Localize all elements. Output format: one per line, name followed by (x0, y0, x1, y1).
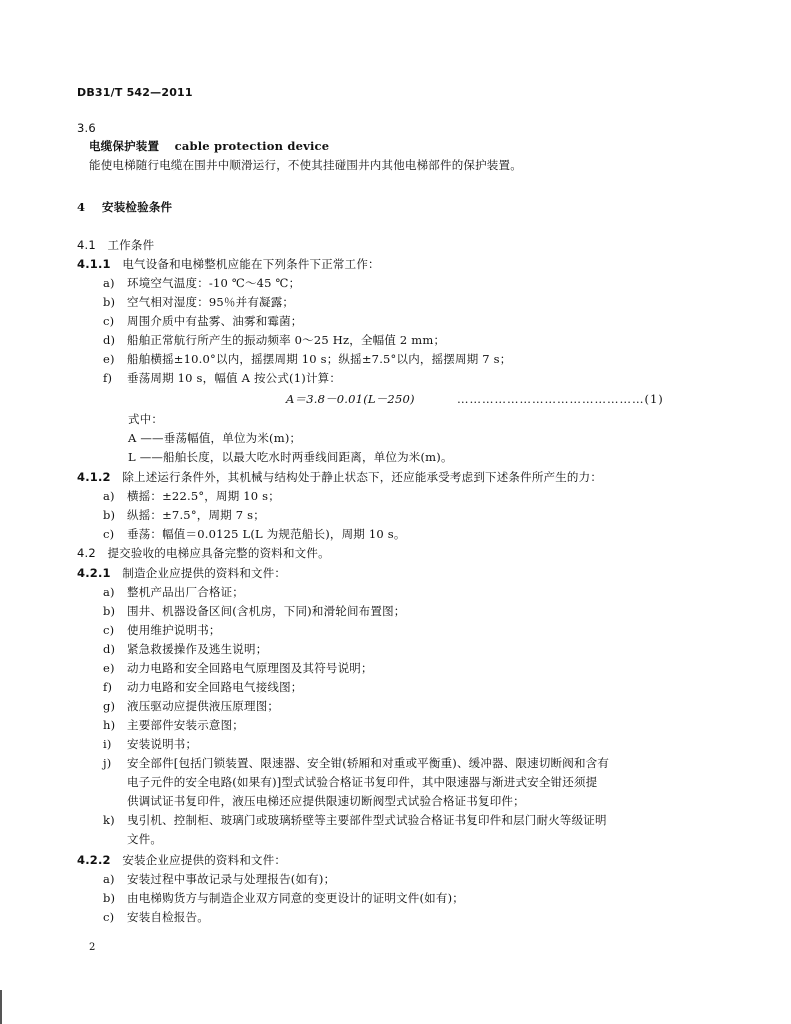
list-item (103, 679, 303, 695)
list-item (103, 294, 294, 310)
section-4-1-2-text: 除上述运行条件外，其机械与结构处于静止状态下，还应能承受考虑到下述条件所产生的力： (122, 470, 603, 484)
list-label: b) (103, 891, 116, 905)
list-item (103, 736, 197, 752)
section-4-2 (77, 545, 330, 561)
term-chinese: 电缆保护装置 (89, 139, 160, 153)
section-3-6-term (89, 138, 329, 154)
list-item-j-line3: 供调试证书复印件，液压电梯还应提供限速切断阀型式试验合格证书复印件； (127, 794, 525, 808)
list-text: 船舶横摇±10.0°以内，摇摆周期 10 s；纵摇±7.5°以内，摇摆周期 7 s； (127, 352, 512, 366)
section-4-2-1 (77, 565, 286, 581)
section-4-number: 4 (77, 200, 86, 214)
page-number: 2 (89, 942, 96, 953)
formula-where-intro: 式中： (128, 412, 164, 426)
list-text: 围井、机器设备区间(含机房，下同)和滑轮间布置图； (127, 604, 406, 618)
list-label: f) (103, 371, 113, 385)
section-4-2-1-text: 制造企业应提供的资料和文件： (122, 566, 287, 580)
list-text: 液压驱动应提供液压原理图； (127, 699, 280, 713)
list-text: 动力电路和安全回路电气原理图及其符号说明； (127, 661, 373, 675)
list-text: 船舶正常航行所产生的振动频率 0～25 Hz，全幅值 2 mm； (127, 333, 446, 347)
list-item (103, 488, 280, 504)
list-label: e) (103, 352, 115, 366)
list-item (103, 332, 445, 348)
list-label: a) (103, 489, 115, 503)
formula-where-a: A ——垂荡幅值，单位为米(m)； (128, 431, 302, 445)
section-4-heading (77, 199, 172, 215)
list-text: 周围介质中有盐雾、油雾和霉菌； (127, 314, 303, 328)
list-label: a) (103, 276, 115, 290)
list-label: c) (103, 314, 115, 328)
list-label: c) (103, 910, 115, 924)
list-text: 紧急救援操作及逃生说明； (127, 642, 268, 656)
list-label: h) (103, 718, 116, 732)
list-label: k) (103, 813, 115, 827)
section-4-1-number: 4.1 (77, 238, 96, 252)
document-id: DB31/T 542—2011 (77, 86, 193, 99)
list-item (103, 890, 464, 906)
list-item (103, 660, 373, 676)
list-text: 垂荡周期 10 s，幅值 A 按公式(1)计算： (127, 371, 342, 385)
list-item (103, 698, 279, 714)
list-item-j-line2: 电子元件的安全电路(如果有)]型式试验合格证书复印件，其中限速器与渐进式安全钳还须提 (127, 775, 598, 789)
list-text: 动力电路和安全回路电气接线图； (127, 680, 303, 694)
list-text: 横摇：±22.5°，周期 10 s； (127, 489, 280, 503)
list-text: 主要部件安装示意图； (127, 718, 244, 732)
formula-where-l: L ——船舶长度，以最大吃水时两垂线间距离，单位为米(m)。 (128, 450, 453, 464)
list-item (103, 717, 244, 733)
list-label: b) (103, 295, 116, 309)
list-label: d) (103, 333, 116, 347)
page-edge-rule (0, 990, 2, 1024)
section-4-2-2 (77, 852, 286, 868)
section-4-1-2 (77, 469, 602, 485)
list-text: 环境空气温度：-10 ℃～45 ℃； (127, 276, 301, 290)
list-label: g) (103, 699, 116, 713)
list-label: c) (103, 623, 115, 637)
section-4-2-text: 提交验收的电梯应具备完整的资料和文件。 (107, 546, 330, 560)
section-4-2-number: 4.2 (77, 546, 96, 560)
section-4-2-2-text: 安装企业应提供的资料和文件： (122, 853, 287, 867)
list-text: 安装过程中事故记录与处理报告(如有)； (127, 872, 336, 886)
list-text: 使用维护说明书； (127, 623, 221, 637)
section-4-title: 安装检验条件 (102, 200, 173, 214)
term-english: cable protection device (174, 139, 330, 153)
section-4-2-2-number: 4.2.2 (77, 853, 111, 867)
section-4-1-2-number: 4.1.2 (77, 470, 111, 484)
list-text: 垂荡：幅值＝0.0125 L(L 为规范船长)，周期 10 s。 (127, 527, 406, 541)
list-label: a) (103, 585, 115, 599)
list-label: b) (103, 604, 116, 618)
list-item (103, 622, 221, 638)
list-item (103, 507, 265, 523)
list-label: d) (103, 642, 116, 656)
list-item (103, 275, 300, 291)
list-item (103, 370, 341, 386)
list-item (103, 351, 511, 367)
list-label: f) (103, 680, 113, 694)
list-item (103, 641, 267, 657)
list-label: c) (103, 527, 115, 541)
list-label: i) (103, 737, 112, 751)
list-text: 曳引机、控制柜、玻璃门或玻璃轿壁等主要部件型式试验合格证书复印件和层门耐火等级证明 (127, 813, 607, 827)
list-text: 整机产品出厂合格证； (127, 585, 244, 599)
list-text: 安装说明书； (127, 737, 198, 751)
section-4-1-1 (77, 256, 380, 272)
list-text: 安装自检报告。 (127, 910, 209, 924)
section-3-6-number: 3.6 (77, 121, 96, 135)
list-item (103, 526, 406, 542)
section-4-2-1-number: 4.2.1 (77, 566, 111, 580)
section-4-1-title: 工作条件 (107, 238, 155, 252)
list-text: 安全部件[包括门锁装置、限速器、安全钳(轿厢和对重或平衡重)、缓冲器、限速切断阀和含有 (127, 756, 610, 770)
formula-number: ………………………………………(1) (457, 392, 664, 406)
list-label: e) (103, 661, 115, 675)
list-label: a) (103, 872, 115, 886)
list-item (103, 909, 209, 925)
list-item-j (103, 755, 609, 771)
list-label: j) (103, 756, 112, 770)
section-4-1-heading (77, 237, 154, 253)
list-text: 纵摇：±7.5°，周期 7 s； (127, 508, 265, 522)
list-item (103, 584, 244, 600)
section-4-1-1-text: 电气设备和电梯整机应能在下列条件下正常工作： (122, 257, 380, 271)
list-item (103, 603, 405, 619)
list-label: b) (103, 508, 116, 522)
list-item-k-line2: 文件。 (127, 832, 163, 846)
list-item-k (103, 812, 607, 828)
list-item (103, 313, 303, 329)
section-4-1-1-number: 4.1.1 (77, 257, 111, 271)
formula-expression: A＝3.8－0.01(L－250) (286, 392, 415, 406)
list-text: 由电梯购货方与制造企业双方同意的变更设计的证明文件(如有)； (127, 891, 464, 905)
list-item (103, 871, 335, 887)
list-text: 空气相对湿度：95％并有凝露； (127, 295, 295, 309)
section-3-6-definition: 能使电梯随行电缆在围井中顺滑运行，不使其挂碰围井内其他电梯部件的保护装置。 (89, 158, 522, 172)
